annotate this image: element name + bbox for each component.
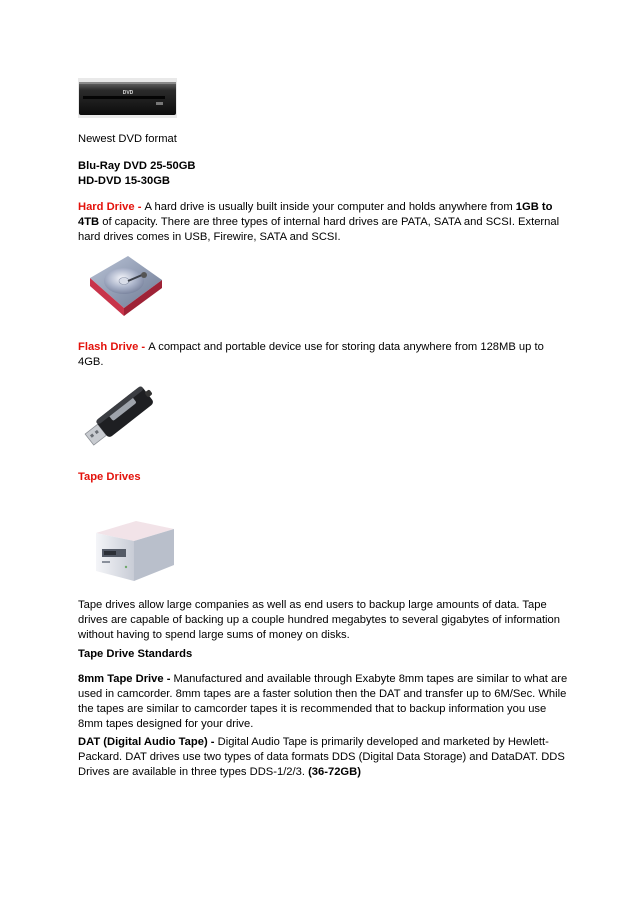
hard-drive-title: Hard Drive: [78, 201, 135, 213]
dat-tape-paragraph: DAT (Digital Audio Tape) - Digital Audio Tape is primarily developed and marketed by Hewlett-Packard. DAT drives use two types of data formats DDS (Digital Data Storage) and DataDAT. DDS Drives are available in three types DDS-1/2/3. (36-72GB): [78, 736, 565, 778]
dvd-format-list: [78, 159, 568, 189]
8mm-tape-paragraph: 8mm Tape Drive - Manufactured and available through Exabyte 8mm tapes are similar to what are used in camcorder. 8mm tapes are a faster solution then the DAT and transfer up to 6M/Sec. While the tapes are similar to camcorder tapes it is recommended that to backup information you use 8mm tapes designed for your drive.: [78, 673, 568, 730]
flash-drive-image: [76, 380, 164, 454]
8mm-tape-title: 8mm Tape Drive -: [78, 673, 171, 685]
dvd-format-item: Blu-Ray DVD 25-50GB: [78, 160, 196, 172]
dat-tape-title: DAT (Digital Audio Tape) -: [78, 736, 215, 748]
flash-drive-paragraph: Flash Drive - A compact and portable device use for storing data anywhere from 128MB up to 4GB.: [78, 341, 544, 368]
dvd-drive-image: [78, 78, 177, 118]
hard-drive-paragraph: Hard Drive - A hard drive is usually built inside your computer and holds anywhere from 1GB to 4TB of capacity. There are three types of internal hard drives are PATA, SATA and SCSI. External hard drives comes in USB, Firewire, SATA and SCSI.: [78, 201, 560, 243]
tape-drives-intro: Tape drives allow large companies as well as end users to backup large amounts of data. Tape drives are capable of backing up a couple hundred megabytes to several gigabytes of information without having to spend large sums of money on disks.: [78, 599, 560, 641]
tape-drives-heading: Tape Drives: [78, 471, 141, 483]
hard-drive-image: [82, 250, 166, 320]
capacity-range: 1GB to 4TB: [78, 201, 553, 228]
flash-drive-title: Flash Drive: [78, 341, 139, 353]
separator: -: [134, 201, 145, 213]
separator: -: [138, 341, 149, 353]
dat-capacity: (36-72GB): [308, 766, 361, 778]
dvd-format-item: HD-DVD 15-30GB: [78, 175, 171, 187]
tape-standards-heading: Tape Drive Standards: [78, 648, 193, 660]
tape-drive-image: [90, 515, 176, 585]
dvd-heading: Newest DVD format: [78, 133, 177, 145]
dvd-logo: DVD: [122, 90, 134, 96]
